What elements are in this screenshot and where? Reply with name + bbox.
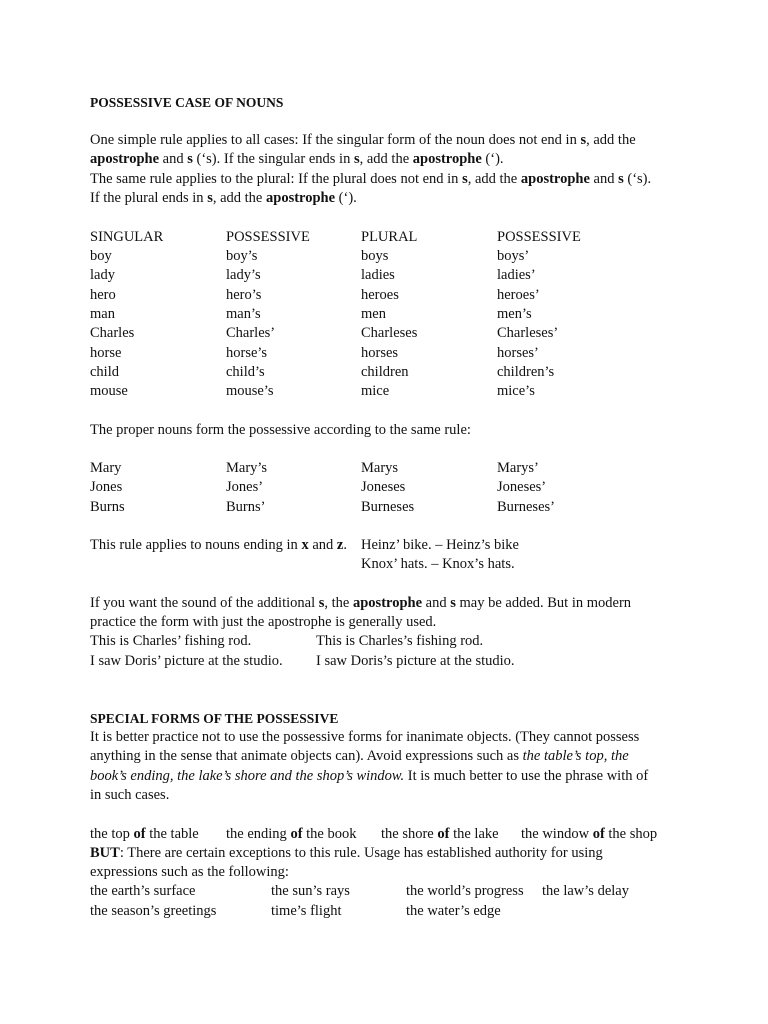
- table-cell: Charles: [90, 325, 135, 342]
- table-cell: child’s: [226, 363, 265, 380]
- table-cell: mice’s: [497, 383, 535, 400]
- table-cell: heroes: [361, 286, 399, 303]
- table-cell: mice: [361, 383, 390, 400]
- table-cell: Mary: [90, 460, 122, 476]
- of-phrase: the top of the table: [90, 826, 199, 842]
- table-cell: lady: [90, 267, 115, 284]
- table-cell: Charleses: [361, 325, 418, 342]
- intro-line-1: One simple rule applies to all cases: If the singular form of the noun does not end in s, add the: [90, 132, 636, 148]
- table-cell: Marys: [361, 460, 399, 476]
- of-phrase: the shore of the lake: [381, 826, 499, 842]
- exception-phrase: the earth’s surface: [90, 883, 196, 899]
- special-line-4: in such cases.: [90, 787, 170, 803]
- but-line-1: BUT: There are certain exceptions to this rule. Usage has established authority for using: [90, 845, 603, 861]
- intro-line-2: apostrophe and s (‘s). If the singular ends in s, add the apostrophe (‘).: [90, 151, 504, 167]
- intro-line-4: If the plural ends in s, add the apostrophe (‘).: [90, 190, 357, 206]
- special-line-2: anything in the sense that animate objects can). Avoid expressions such as the table’s top, the: [90, 748, 629, 764]
- table-cell: Charleses’: [497, 325, 559, 342]
- table-cell: Marys’: [497, 460, 539, 476]
- special-line-1: It is better practice not to use the possessive forms for inanimate objects. (They cannot possess: [90, 729, 640, 745]
- table-cell: boys: [361, 248, 389, 264]
- doris-example-a: I saw Doris’ picture at the studio.: [90, 653, 283, 669]
- xz-rule-line: This rule applies to nouns ending in x and z.: [90, 537, 347, 553]
- table-cell: man: [90, 305, 115, 322]
- table-cell: horse’s: [226, 344, 268, 361]
- sound-line-2: practice the form with just the apostrophe is generally used.: [90, 614, 437, 630]
- column-header: POSSESSIVE: [497, 229, 581, 245]
- table-cell: horses’: [497, 344, 539, 361]
- table-cell: Burneses: [361, 498, 415, 515]
- but-line-2: expressions such as the following:: [90, 864, 289, 880]
- table-cell: boy’s: [226, 248, 258, 264]
- table-cell: hero: [90, 286, 116, 303]
- table-cell: ladies’: [497, 267, 536, 284]
- table-cell: Charles’: [226, 325, 276, 342]
- table-cell: mouse: [90, 383, 128, 400]
- page-title: POSSESSIVE CASE OF NOUNS: [90, 95, 284, 110]
- charles-example-b: This is Charles’s fishing rod.: [316, 633, 484, 649]
- column-header: SINGULAR: [90, 229, 164, 245]
- exception-phrase: the world’s progress: [406, 883, 524, 899]
- table-cell: Mary’s: [226, 460, 268, 476]
- table-cell: hero’s: [226, 286, 262, 303]
- proper-nouns-intro: The proper nouns form the possessive according to the same rule:: [90, 422, 471, 438]
- table-cell: Burns: [90, 498, 125, 515]
- table-cell: horses: [361, 344, 399, 361]
- doris-example-b: I saw Doris’s picture at the studio.: [316, 653, 515, 669]
- of-phrase: the window of the shop: [521, 826, 658, 842]
- table-cell: child: [90, 363, 119, 380]
- table-cell: Jones: [90, 479, 123, 496]
- exception-phrase: the sun’s rays: [271, 883, 350, 899]
- table-cell: men’s: [497, 305, 532, 322]
- column-header: POSSESSIVE: [226, 229, 310, 245]
- table-cell: Joneses: [361, 479, 406, 496]
- special-line-3: book’s ending, the lake’s shore and the shop’s window. It is much better to use the phrase with of: [90, 768, 649, 784]
- exception-phrase: time’s flight: [271, 902, 342, 919]
- exception-phrase: the season’s greetings: [90, 902, 217, 919]
- special-forms-heading: SPECIAL FORMS OF THE POSSESSIVE: [90, 711, 339, 726]
- xz-example-2: Knox’ hats. – Knox’s hats.: [361, 556, 515, 572]
- exception-phrase: the water’s edge: [406, 902, 501, 919]
- table-cell: horse: [90, 344, 122, 361]
- table-cell: mouse’s: [226, 383, 274, 400]
- table-cell: Burneses’: [497, 498, 555, 515]
- exception-phrase: the law’s delay: [542, 883, 629, 899]
- xz-example-1: Heinz’ bike. – Heinz’s bike: [361, 537, 519, 553]
- charles-example-a: This is Charles’ fishing rod.: [90, 633, 252, 649]
- table-cell: lady’s: [226, 267, 261, 284]
- table-cell: man’s: [226, 305, 261, 322]
- table-cell: ladies: [361, 267, 395, 284]
- table-cell: Jones’: [226, 479, 264, 496]
- table-cell: heroes’: [497, 286, 540, 303]
- table-cell: Joneses’: [497, 479, 547, 496]
- table-cell: children: [361, 363, 409, 380]
- table-cell: Burns’: [226, 498, 266, 515]
- column-header: PLURAL: [361, 229, 418, 245]
- table-cell: boy: [90, 248, 112, 264]
- table-cell: children’s: [497, 363, 555, 380]
- sound-line-1: If you want the sound of the additional s, the apostrophe and s may be added. But in modern: [90, 595, 632, 611]
- table-cell: boys’: [497, 248, 530, 264]
- intro-line-3: The same rule applies to the plural: If the plural does not end in s, add the apostrophe and s (‘s).: [90, 171, 652, 187]
- of-phrase: the ending of the book: [226, 826, 357, 842]
- table-cell: men: [361, 305, 386, 322]
